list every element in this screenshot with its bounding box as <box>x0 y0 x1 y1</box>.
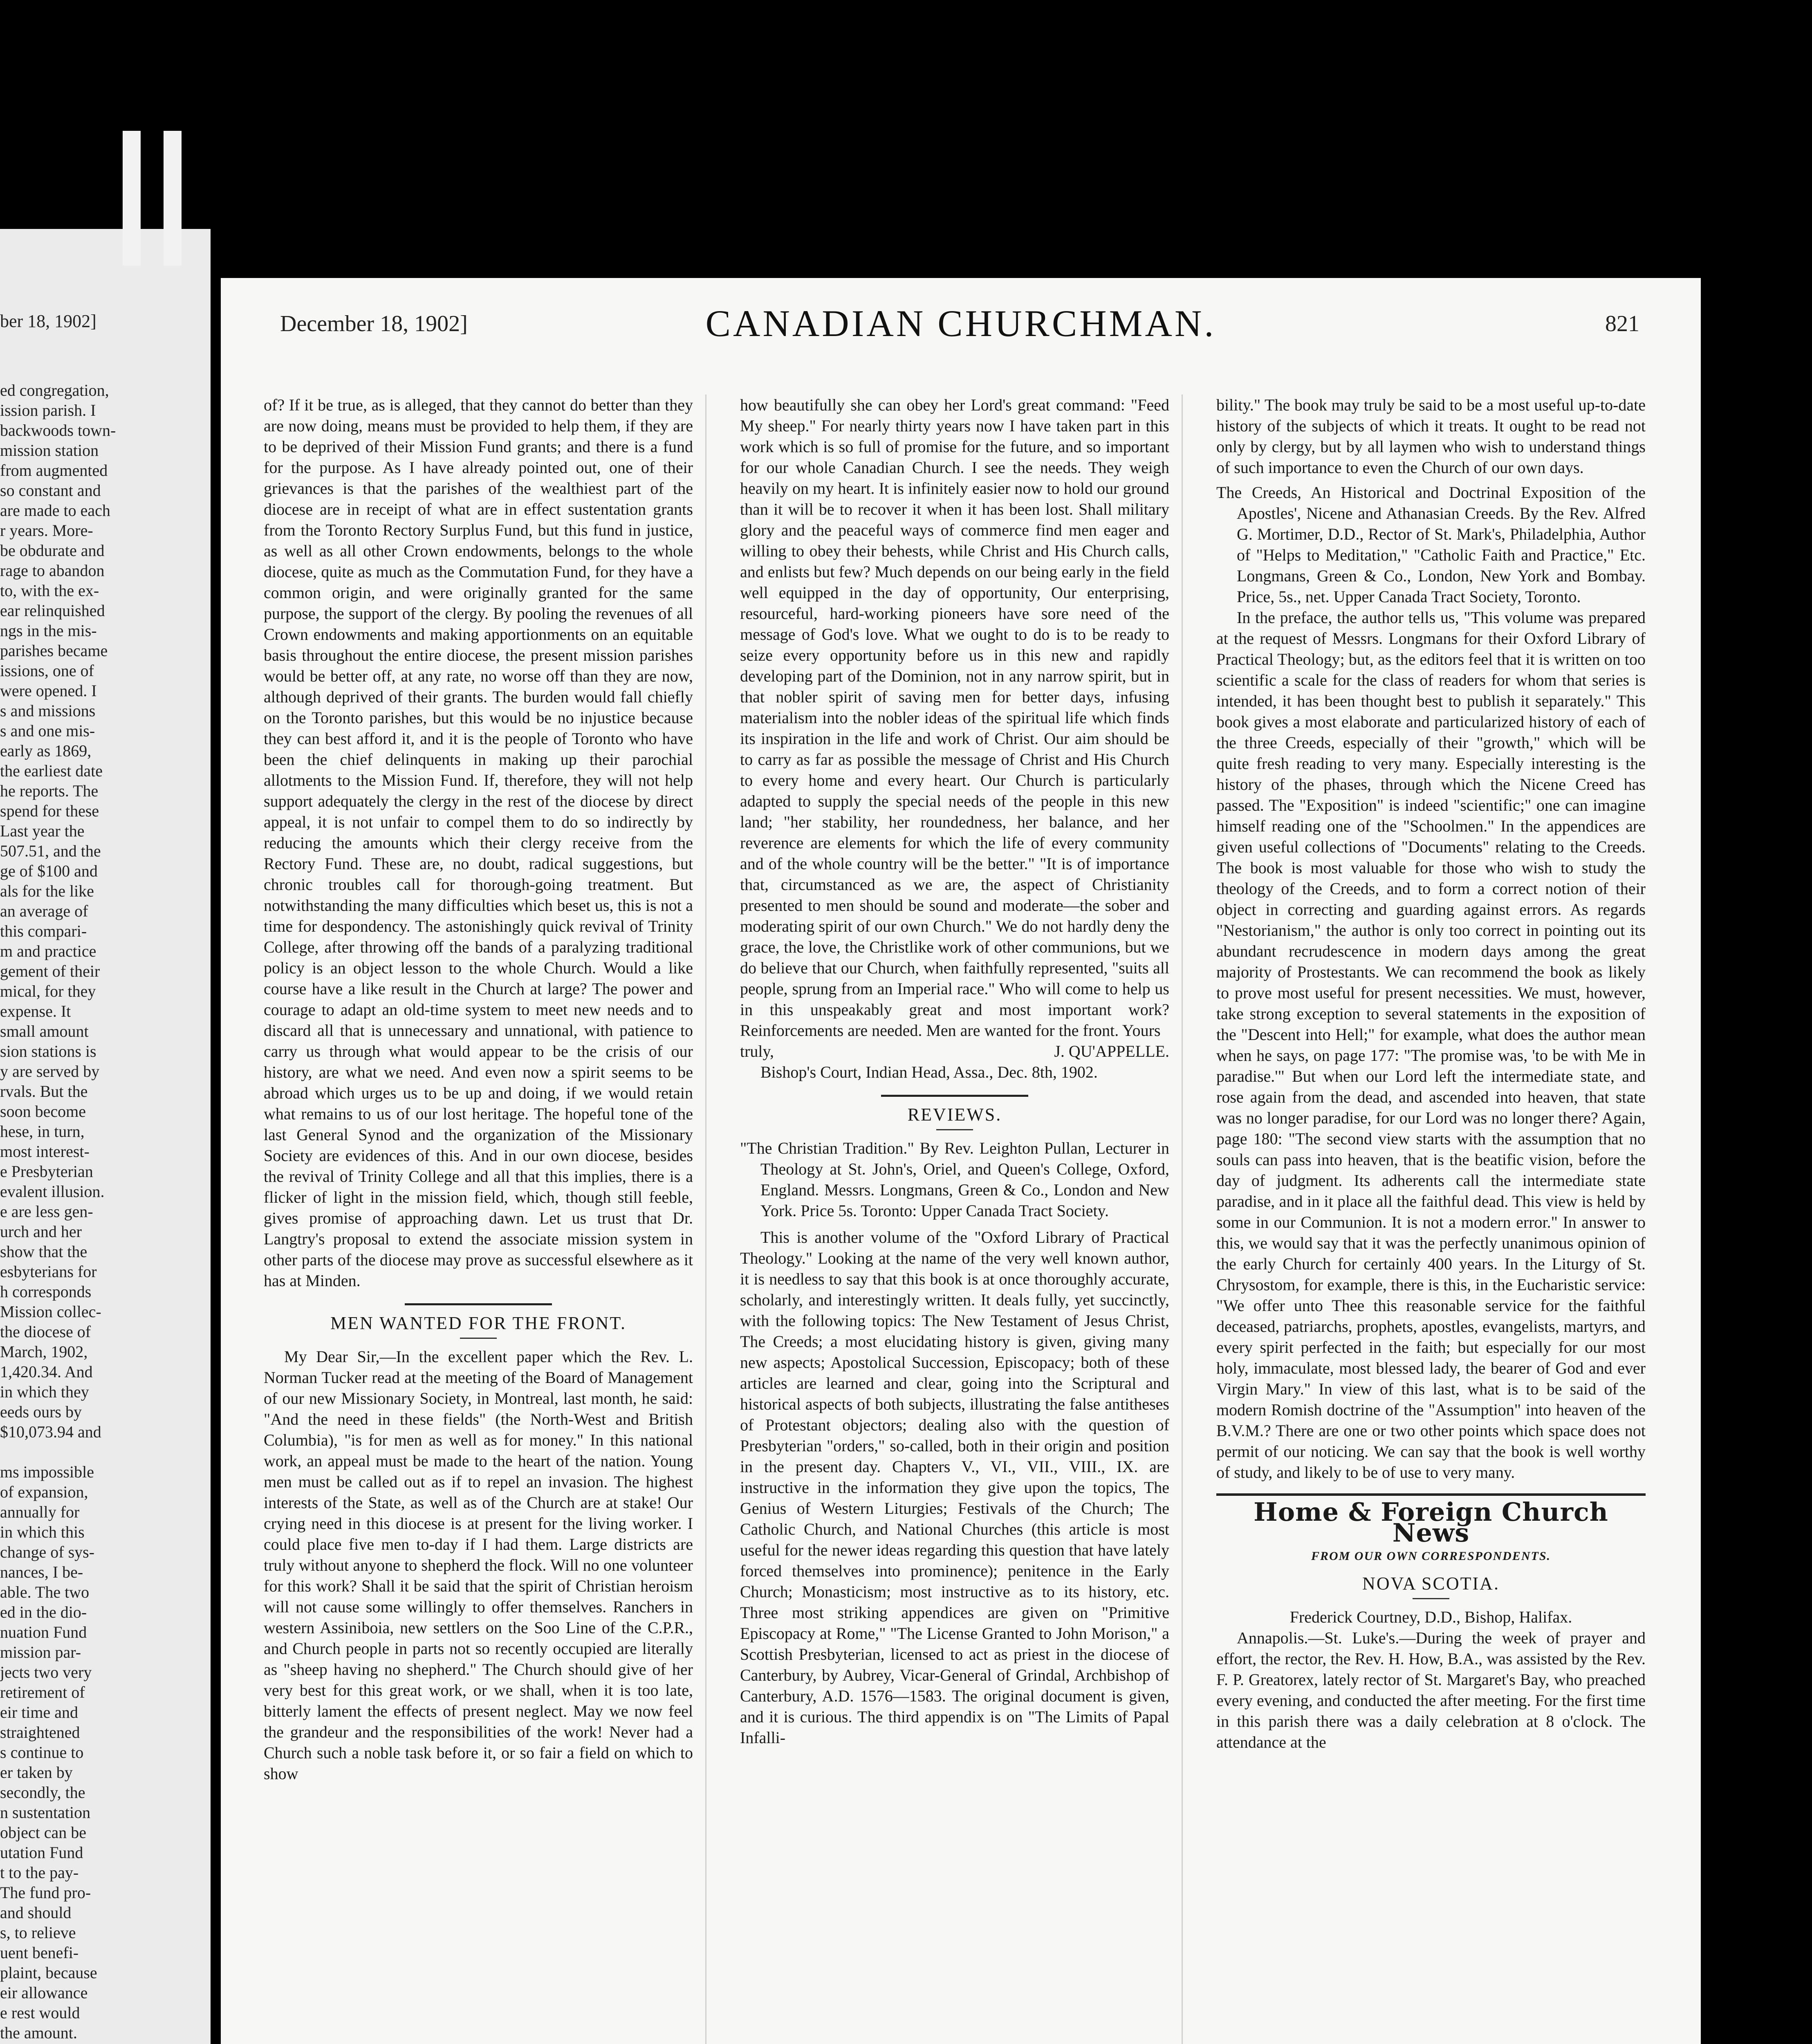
left-page-line: er taken by <box>0 1763 73 1782</box>
signature-closing: truly, <box>740 1042 774 1060</box>
section-subtitle: FROM OUR OWN CORRESPONDENTS. <box>1311 1549 1551 1563</box>
left-page-line: early as 1869, <box>0 742 92 760</box>
left-page-line: sion stations is <box>0 1042 96 1060</box>
left-page-line: small amount <box>0 1022 89 1040</box>
left-page-line: e are less gen- <box>0 1202 93 1221</box>
left-page-line: retirement of <box>0 1683 85 1701</box>
left-page-line: gement of their <box>0 962 100 980</box>
left-page-line: ission parish. I <box>0 401 96 419</box>
left-page-line: show that the <box>0 1242 87 1261</box>
article-continuation: of? If it be true, as is alleged, that they cannot do better than they are now doing, means must be provided to help them, if they are to be deprived of their Mission Fund grants; and there is a fund for the purpose. As I have already pointed out, one of their grievances is that the parishes of the wealthiest part of the diocese are in receipt of what are in effect sustentation grants from the Toronto Rectory Surplus Fund, but this fund in justice, as well as all other Crown endowments, belongs to the whole diocese, quite as much as the Commutation Fund, for they have a common origin, and were originally granted for the same purpose, the support of the clergy. By pooling the revenues of all Crown endowments and making apportionments on an equitable basis throughout the entire diocese, the present mission parishes would be better off, at any rate, no worse off than they are now, although deprived of their grants. The burden would fall chiefly on the Toronto parishes, but this would be no injustice because they can best afford it, and it is the people of Toronto who have been the chief delinquents in making up their parochial allotments to the Mission Fund. If, therefore, they will not help support adequately the clergy in the rest of the diocese by direct appeal, it is not unfair to compel them to do so indirectly by reducing the amounts which their clergy receive from the Rectory Fund. These are, no doubt, radical suggestions, but chronic troubles call for thorough-going treatment. But notwithstanding the many difficulties which beset us, this is not a time for despondency. The astonishingly quick revival of Trinity College, after throwing off the bands of a paralyzing traditional policy is an object lesson to the whole Church. Would a like course have a like result in the Church at large? The power and courage to adapt an old-time system to meet new needs and to discard all that is unnecessary and unnational, with patience to carry us through what would appear to be the crisis of our history, are what we need. And even now a spirit seems to be abroad which urges us to be up and doing, if we would retain what remains to us of our lost heritage. The hopeful tone of the last General Synod and the organization of the Missionary Society are evidences of this. And in our own diocese, besides the revival of Trinity College and all that this implies, there is a flicker of light in the mission field, which, though still feeble, gives promise of approaching dawn. Let us trust that Dr. Langtry's proposal to extend the associate mission system in other parts of the diocese may prove as successful elsewhere as it has at Minden. <box>264 396 693 1290</box>
region-heading: NOVA SCOTIA. <box>1362 1573 1500 1594</box>
letter-body: My Dear Sir,—In the excellent paper which the Rev. L. Norman Tucker read at the meeting of the Board of Management of our new Missionary Society, in Montreal, last month, he said: "And the need in these fields" (the North-West and British Columbia), "is for men as well as for money." In this national work, an appeal must be made to the heart of the nation. Young men must be called out as if to repel an invasion. The highest interests of the State, as well as of the Church are at stake! Our crying need in this diocese is at present for the living worker. I could place five men to-day if I had them. Large districts are truly without anyone to shepherd the flock. Will no one volunteer for this work? Shall it be said that the spirit of Christian heroism will not cause some willingly to offer themselves. Ranchers in western Assiniboia, new settlers on the Soo Line of the C.P.R., and Church people in parts not so recently occupied are literally as "sheep having no shepherd." The Church should give of her very best for this great work, or we shall, when it is too late, bitterly lament the effects of present neglect. May we now feel the grandeur and the responsibilities of the work! Never had a Church such a noble task before it, or so fair a field on which to show <box>264 1347 693 1783</box>
news-item: Annapolis.—St. Luke's.—During the week of prayer and effort, the rector, the Rev. H. How, B.A., was assisted by the Rev. F. P. Greatorex, lately rector of St. Margaret's Bay, who preached every evening, and conducted the after meeting. For the first time in this parish there was a daily celebration at 8 o'clock. The attendance at the <box>1216 1629 1646 1751</box>
divider-rule <box>1413 1598 1449 1599</box>
left-page-line: issions, one of <box>0 661 94 680</box>
left-page-line: mission par- <box>0 1643 81 1661</box>
left-page-line: mical, for they <box>0 982 96 1000</box>
left-page-line: utation Fund <box>0 1843 83 1862</box>
left-page-line: object can be <box>0 1823 86 1842</box>
review-body: This is another volume of the "Oxford Library of Practical Theology." Looking at the name of the very well known author, it is needless to say that this book is at once thoroughly accurate, scholarly, and interestingly written. It deals fully, yet succinctly, with the following topics: The New Testament of Jesus Christ, The Creeds; a most elucidating history is given, giving many new aspects; Apostolical Succession, Episcopacy; both of these articles are learned and clear, going into the Scriptural and historical aspects of both subjects, illustrating the false antitheses of Protestant objectors; dealing also with the question of Presbyterian "orders," so-called, both in their origin and position in the present day. Chapters V., VI., VII., VIII., IX. are instructive in the information they give upon the topics, The Genius of Western Liturgies; Festivals of the Church; The Catholic Church, and National Churches (this article is most useful for the newer ideas regarding this question that have lately forced themselves into prominence); penitence in the Early Church; Monasticism; most instructive as to its history, etc. Three most striking appendices are given on "Primitive Episcopacy at Rome," "The License Granted to John Morison," a Scottish Presbyterian, licensed to act as priest in the diocese of Canterbury, by Aubrey, Vicar-General of Grindal, Archbishop of Canterbury, A.D. 1576—1583. The original document is given, and it is curious. The third appendix is on "The Limits of Papal Infalli- <box>740 1228 1169 1747</box>
left-page-line: m and practice <box>0 942 96 960</box>
left-page-line: s and missions <box>0 702 96 720</box>
left-page-line: $10,073.94 and <box>0 1423 101 1441</box>
left-page <box>0 229 211 2044</box>
column-divider <box>1182 394 1183 2044</box>
left-page-line: most interest- <box>0 1142 90 1161</box>
divider-rule <box>460 1338 497 1339</box>
left-page-line: to, with the ex- <box>0 581 99 600</box>
left-page-line: Last year the <box>0 822 85 840</box>
left-page-line: s, to relieve <box>0 1923 76 1942</box>
divider-rule <box>936 1129 973 1130</box>
review-continuation: bility." The book may truly be said to be a most useful up-to-date history of the subjects of which it treats. It ought to be read not only by clergy, but by all laymen who wish to understand things of such importance to even the Church of our own days. <box>1216 396 1646 477</box>
left-page-line: change of sys- <box>0 1543 95 1561</box>
left-page-line: h corresponds <box>0 1282 92 1301</box>
left-page-line: he reports. The <box>0 782 99 800</box>
left-page-line: in which this <box>0 1523 85 1541</box>
left-page-line: eir time and <box>0 1703 78 1721</box>
left-page-line: hese, in turn, <box>0 1122 85 1141</box>
left-page-line: ed in the dio- <box>0 1603 87 1621</box>
left-page-line: t to the pay- <box>0 1863 79 1882</box>
left-page-line: the diocese of <box>0 1322 91 1341</box>
left-page-line: nuation Fund <box>0 1623 87 1641</box>
left-page-column <box>0 380 204 2044</box>
left-page-line: ed congregation, <box>0 381 109 399</box>
reviews-heading: REVIEWS. <box>907 1105 1002 1125</box>
left-page-line: backwoods town- <box>0 421 116 439</box>
review-body: In the preface, the author tells us, "This volume was prepared at the request of Messrs. Longmans for their Oxford Library of Practical Theology; but, as the editors feel that it is written on too scientific a scale for the class of readers for whom that series is intended, it has been thought best to publish it separately." This book gives a most elaborate and particularized history of each of the three Creeds, especially of their "growth," which will be quite fresh reading to very many. Especially interesting is the history of the phases, through which the Nicene Creed has passed. The "Exposition" is indeed "scientific;" one can imagine himself reading one of the "Schoolmen." In the appendices are given useful collections of "Documents" relating to the Creeds. The book is most valuable for those who wish to study the theology of the Creeds, and to form a correct notion of their object in correcting and guarding against errors. As regards "Nestorianism," the author is only too correct in pointing out its abundant recrudescence in modern days among the great majority of Prostestants. We can recommend the book as likely to prove most useful for present necessities. We must, however, take strong exception to several statements in the exposition of the "Descent into Hell;" for example, what does the author mean when he says, on page 177: "The promise was, 'to be with Me in paradise.'" But when our Lord left the intermediate state, and rose again from the dead, and ascended into heaven, that state was no longer paradise, for our Lord was no longer there? Again, page 180: "The second view starts with the assumption that no souls can pass into heaven, that is the beatific vision, before the day of judgment. Its adherents call the intermediate state paradise, and in it place all the faithful dead. This view is held by some in our Communion. It is not a modern error." In answer to this, we would say that it was the perfectly unanimous opinion of the early Church for certainly 400 years. In the Liturgy of St. Chrysostom, for example, there is this, in the Eucharistic service: "We offer unto Thee this reasonable service for the faithful deceased, patriarchs, prophets, apostles, evangelists, martyrs, and every spirit perfected in the faith; but especially for our most holy, immaculate, most blessed lady, the bearer of God and ever Virgin Mary." In view of this last, what is to be said of the modern Romish doctrine of the "Assumption" into heaven of the B.V.M.? There are one or two other points which space does not permit of our noticing. We can say that the book is well worthy of study, and likely to be of use to very many. <box>1216 608 1646 1481</box>
left-page-line: ngs in the mis- <box>0 621 97 640</box>
left-page-line: straightened <box>0 1723 80 1741</box>
page-header <box>221 278 1701 384</box>
letter-signature <box>740 1041 1169 1062</box>
left-page-line: jects two very <box>0 1663 92 1681</box>
left-page-line: March, 1902, <box>0 1342 88 1361</box>
binding-mark-top-left <box>123 131 141 266</box>
left-page-line: this compari- <box>0 922 87 940</box>
left-page-line: in which they <box>0 1383 89 1401</box>
left-page-line <box>0 1442 204 1462</box>
left-page-line: so constant and <box>0 481 101 500</box>
left-page-line: ge of $100 and <box>0 862 98 880</box>
column-2 <box>740 394 1169 1748</box>
left-page-line: 507.51, and the <box>0 842 101 860</box>
left-page-line: 1,420.34. And <box>0 1363 93 1381</box>
left-page-line: nances, I be- <box>0 1563 83 1581</box>
left-page-line: evalent illusion. <box>0 1182 105 1201</box>
column-1 <box>264 394 693 1784</box>
left-page-line: were opened. I <box>0 681 97 700</box>
left-page-line: rvals. But the <box>0 1082 88 1100</box>
left-page-line: eir allowance <box>0 1983 88 2002</box>
column-3 <box>1216 394 1646 1753</box>
left-page-line: esbyterians for <box>0 1262 97 1281</box>
section-title: Home & Foreign Church News <box>1216 1493 1646 1543</box>
left-page-line: urch and her <box>0 1222 82 1241</box>
left-page-line: plaint, because <box>0 1963 97 1982</box>
left-page-line: and should <box>0 1903 72 1922</box>
column-divider <box>705 394 706 2044</box>
left-page-line: an average of <box>0 902 88 920</box>
bishop-line: Frederick Courtney, D.D., Bishop, Halifax. <box>1289 1608 1572 1626</box>
book-listing: The Creeds, An Historical and Doctrinal Exposition of the Apostles', Nicene and Athanasian Creeds. By the Rev. Alfred G. Mortimer, D.D., Rector of St. Mark's, Philadelphia, Author of "Helps to Meditation," "Catholic Faith and Practice," Etc. Longmans, Green & Co., London, New York and Bombay. Price, 5s., net. Upper Canada Tract Society, Toronto. <box>1216 483 1646 606</box>
newspaper-page <box>221 278 1701 2044</box>
left-page-line: e Presbyterian <box>0 1162 93 1181</box>
divider-rule <box>881 1095 1028 1097</box>
left-page-line: Mission collec- <box>0 1302 101 1321</box>
left-page-line: rage to abandon <box>0 561 105 580</box>
left-page-line: The fund pro- <box>0 1883 91 1902</box>
left-page-line: soon become <box>0 1102 86 1121</box>
left-page-line: spend for these <box>0 802 99 820</box>
letter-heading: MEN WANTED FOR THE FRONT. <box>330 1313 627 1333</box>
left-page-line: s and one mis- <box>0 722 95 740</box>
left-page-line: secondly, the <box>0 1783 85 1802</box>
left-page-line: be obdurate and <box>0 541 105 560</box>
left-page-line: from augmented <box>0 461 108 480</box>
left-page-line: the amount. <box>0 2024 77 2042</box>
left-page-header: ber 18, 1902] <box>0 311 96 331</box>
left-page-line: eeds ours by <box>0 1403 82 1421</box>
divider-rule <box>405 1303 552 1305</box>
left-page-line: of expansion, <box>0 1483 88 1501</box>
left-page-line: y are served by <box>0 1062 100 1080</box>
left-page-line: the earliest date <box>0 762 103 780</box>
letter-body-continued: how beautifully she can obey her Lord's great command: "Feed My sheep." For nearly thirty years now I have taken part in this work which is so full of promise for the future, and so important for our whole Canadian Church. I see the needs. They weigh heavily on my heart. It is infinitely easier now to hold our ground than it will be to recover it when it has been lost. Shall military glory and the peaceful ways of commerce find men eager and willing to obey their behests, while Christ and His Church calls, and enlists but few? Much depends on our being early in the field well equipped in the day of opportunity, Our enterprising, resourceful, hard-working pioneers have sore need of the message of God's love. What we ought to do is to be ready to seize every opportunity before us in this new and rapidly developing part of the Dominion, not in any narrow spirit, but in that nobler spirit of saving men for better days, infusing materialism into the nobler ideas of the spiritual life which finds its inspiration in the life and work of Christ. Our aim should be to carry as far as possible the message of Christ and His Church to every home and every heart. Our Church is particularly adapted to supply the special needs of the people in this new land; "her stability, her roundedness, her balance, and her reverence are elements for which the life of every community and of the whole country will be the better." "It is of importance that, circumstanced as we are, the aspect of Christianity presented to men should be sound and moderate—the sober and moderating spirit of our own Church." We do not hardly deny the grace, the love, the Christlike work of other communions, but we do believe that our Church, when faithfully represented, "suits all people, sprung from an Imperial race." Who will come to help us in this unspeakably great and most important work? Reinforcements are needed. Men are wanted for the front. Yours <box>740 396 1169 1040</box>
letter-dateline: Bishop's Court, Indian Head, Assa., Dec. 8th, 1902. <box>760 1063 1098 1081</box>
left-page-line: are made to each <box>0 501 110 520</box>
left-page-line: als for the like <box>0 882 94 900</box>
book-listing: "The Christian Tradition." By Rev. Leighton Pullan, Lecturer in Theology at St. John's, Oriel, and Queen's College, Oxford, England. Messrs. Longmans, Green & Co., London and New York. Price 5s. Toronto: Upper Canada Tract Society. <box>740 1139 1169 1220</box>
left-page-line: able. The two <box>0 1583 90 1601</box>
masthead-title: CANADIAN CHURCHMAN. <box>705 303 1216 344</box>
left-page-line: n sustentation <box>0 1803 91 1822</box>
left-page-line: annually for <box>0 1503 80 1521</box>
left-page-line: ear relinquished <box>0 601 105 620</box>
left-page-line: uent benefi- <box>0 1943 79 1962</box>
left-page-line: expense. It <box>0 1002 71 1020</box>
left-page-line: e rest would <box>0 2004 80 2022</box>
left-page-line: parishes became <box>0 641 108 660</box>
left-page-line: s continue to <box>0 1743 84 1762</box>
signature-name: J. QU'APPELLE. <box>1054 1042 1169 1060</box>
binding-mark-top-right <box>164 131 182 266</box>
issue-date: December 18, 1902] <box>280 311 468 336</box>
left-page-line: ms impossible <box>0 1463 94 1481</box>
left-page-line: mission station <box>0 441 99 459</box>
page-number: 821 <box>1605 311 1639 336</box>
left-page-line: r years. More- <box>0 521 93 540</box>
